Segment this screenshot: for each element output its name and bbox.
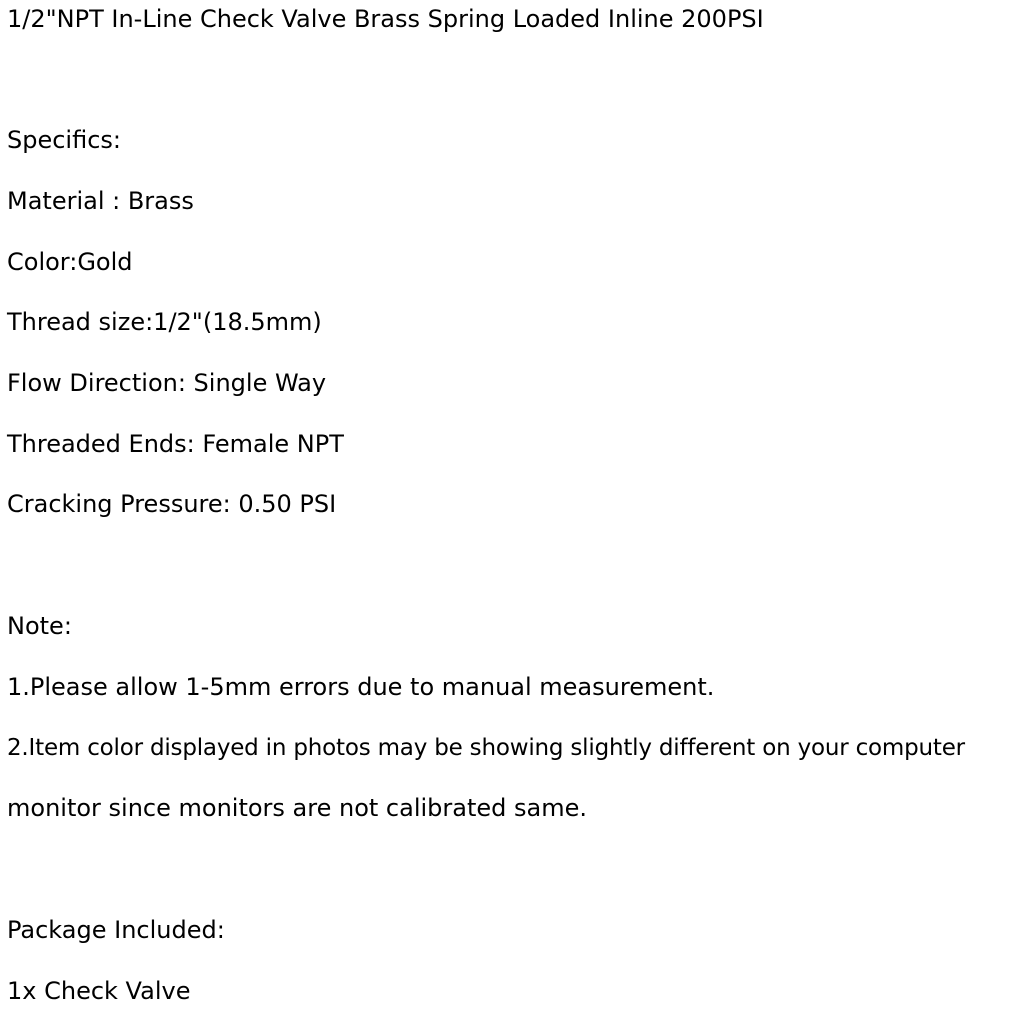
note-line-3: monitor since monitors are not calibrated same. bbox=[7, 794, 587, 822]
specifics-heading: Specifics: bbox=[7, 126, 121, 154]
note-line-2: 2.Item color displayed in photos may be showing slightly different on your computer bbox=[7, 735, 965, 761]
spec-color: Color:Gold bbox=[7, 248, 133, 276]
spec-threaded-ends: Threaded Ends: Female NPT bbox=[7, 430, 344, 458]
product-title: 1/2"NPT In-Line Check Valve Brass Spring Loaded Inline 200PSI bbox=[7, 5, 764, 33]
note-heading: Note: bbox=[7, 612, 72, 640]
spec-flow-direction: Flow Direction: Single Way bbox=[7, 369, 327, 397]
package-item: 1x Check Valve bbox=[7, 977, 191, 1005]
spec-cracking-pressure: Cracking Pressure: 0.50 PSI bbox=[7, 490, 337, 518]
package-heading: Package Included: bbox=[7, 916, 225, 944]
spec-thread-size: Thread size:1/2"(18.5mm) bbox=[7, 308, 322, 336]
note-line-1: 1.Please allow 1-5mm errors due to manual measurement. bbox=[7, 673, 715, 701]
spec-material: Material : Brass bbox=[7, 187, 194, 215]
